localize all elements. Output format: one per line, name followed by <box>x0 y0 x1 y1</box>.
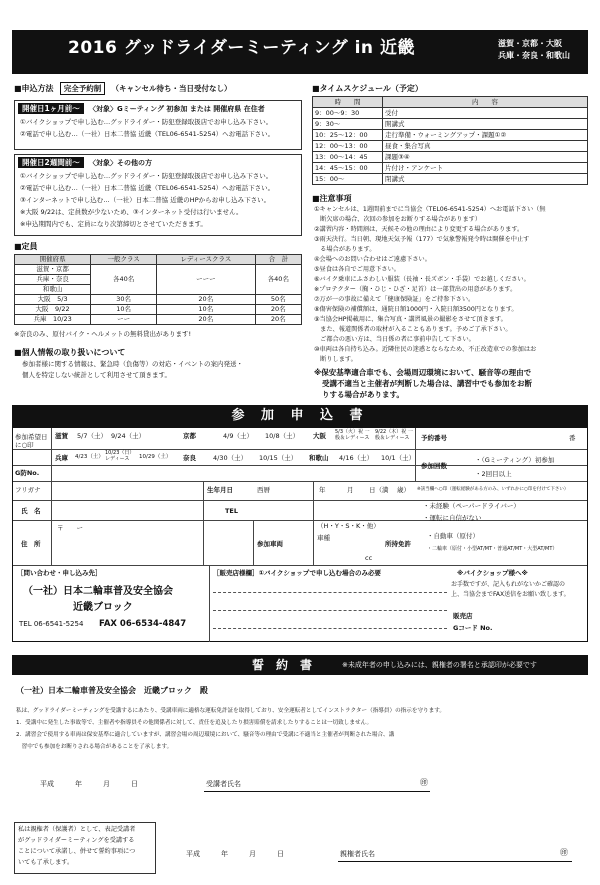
capacity-cell: ーーー <box>156 265 255 295</box>
form-title: 参 加 申 込 書 <box>12 405 588 427</box>
schedule-item: 閉講式 <box>383 174 588 185</box>
capacity-col: 一般クラス <box>91 255 157 265</box>
guardian-date[interactable]: 平成 年 月 日 <box>186 850 284 858</box>
capacity-col: 合 計 <box>255 255 301 265</box>
note-item: ⑩車両は各自持ち込み。近隣住民の迷惑とならなため、不正改造車での参加はお <box>314 346 537 353</box>
schedule-col: 時 間 <box>313 97 383 108</box>
schedule-time: 9：30〜 <box>313 119 383 130</box>
pledge-title: 誓 約 書 <box>252 658 313 672</box>
notes-heading: ■注意事項 <box>312 194 352 203</box>
capacity-cell: 兵庫・奈良 <box>15 275 91 285</box>
venue-kyoto: 京都 <box>183 432 196 440</box>
note-item: ④会場へのお問い合わせはご遠慮下さい。 <box>314 256 431 263</box>
capacity-cell: 10名 <box>156 305 255 315</box>
vehicle-maker[interactable]: （H・Y・S・K・他） <box>317 522 380 530</box>
schedule-item: 開講式 <box>383 119 588 130</box>
schedule-time: 15：00〜 <box>313 174 383 185</box>
license-option[interactable]: ・自動車（原付） <box>427 532 479 540</box>
postal-code[interactable]: 〒 ー <box>57 524 83 532</box>
date-option[interactable]: 4/9（土） <box>223 432 253 440</box>
regions-line-2: 兵庫・奈良・和歌山 <box>498 50 570 60</box>
date-option[interactable]: 10/23（日） レディース <box>105 450 135 463</box>
month1-item: ①バイクショップで申し込む…グッドライダー・防犯登録取扱店でお申し込み下さい。 <box>20 118 273 126</box>
capacity-cell: 各40名 <box>255 265 301 295</box>
apply-method <box>14 84 232 94</box>
region-list <box>498 38 570 61</box>
date-option[interactable]: 4/30（土） <box>213 454 248 462</box>
contact-heading: ［問い合わせ・申し込み先］ <box>17 569 102 577</box>
apply-note: （キャンセル待ち・当日受付なし） <box>111 84 232 93</box>
capacity-col: 開催府県 <box>15 255 91 265</box>
month2-item: ①バイクショップで申し込む…グッドライダー・防犯登録取扱店でお申し込み下さい。 <box>20 172 273 180</box>
venue-wakayama: 和歌山 <box>309 454 329 462</box>
date-option[interactable]: 4/16（土） <box>339 454 374 462</box>
capacity-heading: ■定員 <box>14 242 38 251</box>
schedule-item: 受付 <box>383 108 588 119</box>
capacity-cell: 20名 <box>156 315 255 325</box>
capacity-cell: 大阪 9/22 <box>15 305 91 315</box>
note-item: ②講習内容・時間割は、天候その他の理由により変更する場合があります。 <box>314 226 524 233</box>
note-item: ⑦万が一の事故に備えて「健康保険証」をご持参下さい。 <box>314 296 475 303</box>
vehicle-model[interactable]: 車種 <box>317 534 330 542</box>
date-option[interactable]: 9/24（土） <box>111 432 146 440</box>
date-option[interactable]: 5/3（火）祝 一般＆レディース <box>335 429 370 442</box>
capacity-cell: 和歌山 <box>15 285 91 295</box>
capacity-cell: 滋賀・京都 <box>15 265 91 275</box>
privacy-text: 個人を特定しない統計として利用させて頂きます。 <box>22 371 171 379</box>
contact-fax: FAX 06-6534-4847 <box>99 619 187 629</box>
guardian-text: がグッドライダーミーティングを受講する <box>18 837 135 844</box>
dob-day: 日（満 <box>369 486 389 494</box>
experience-note: ※該当欄へ○印（運転経験がある方のみ、いずれかに○印を付けて下さい） <box>417 487 569 492</box>
capacity-table <box>14 254 302 325</box>
dob-era: 西暦 <box>257 486 270 494</box>
experience-option[interactable]: ・未経験（ペーパードライバー） <box>423 502 520 510</box>
schedule-time: 10：25〜12：00 <box>313 130 383 141</box>
hope-label: 参加希望日に○印 <box>15 433 48 449</box>
schedule-time: 12：00〜13：00 <box>313 141 383 152</box>
month1-head <box>18 104 265 114</box>
student-seal: ㊞ <box>420 778 428 787</box>
application-form <box>12 427 588 642</box>
shop-heading: ［販売店様欄］①バイクショップで申し込む場合のみ必要 <box>213 569 381 577</box>
guardian-text: 私は親権者（保護者）として、表記受講者 <box>18 826 136 833</box>
student-name-label: 受講者氏名 <box>206 780 241 788</box>
schedule-item: 課題③④ <box>383 152 588 163</box>
pledge-body: 私は、グッドライダーミーティングを受講するにあたり、受講車両に適格な運転免許証を取得しており、安全運転者としてインストラクター（指導員）の指示を守ります。 <box>16 708 445 714</box>
title-banner <box>12 30 588 74</box>
date-option[interactable]: 4/23（土） <box>75 454 104 460</box>
note-item: ⑥バイク乗車にふさわしい服装（長袖・長ズボン・手袋）でお越しください。 <box>314 276 530 283</box>
guardian-text: いても了承します。 <box>18 859 74 866</box>
shop-note: ※バイクショップ様へ※ <box>457 569 528 577</box>
capacity-cell: 30名 <box>91 295 157 305</box>
schedule-item: 走行準備・ウォーミングアップ・課題①② <box>383 130 588 141</box>
month1-tag: 開催日1ヶ月前〜 <box>18 103 84 114</box>
schedule-col: 内 容 <box>383 97 588 108</box>
date-option[interactable]: 10/8（土） <box>265 432 300 440</box>
pledge-addressee: （一社）日本二輪車普及安全協会 近畿ブロック 殿 <box>16 686 208 695</box>
date-option[interactable]: 9/22（木）祝 一般＆レディース <box>375 429 413 442</box>
note-item: 断りします。 <box>314 356 357 363</box>
month2-item: ※申込期間内でも、定員になり次第締切とさせていただきます。 <box>20 220 207 228</box>
license-label: 所持免許 <box>385 540 411 548</box>
guardian-signature-line[interactable] <box>338 861 572 862</box>
privacy-text: 参加者様に関する情報は、緊急時（負傷等）の対応・イベントの案内発送・ <box>22 360 243 368</box>
count-label: 参加回数 <box>421 462 447 470</box>
month2-tag: 開催日2週間前〜 <box>18 157 84 168</box>
student-date[interactable]: 平成 年 月 日 <box>40 780 138 788</box>
dob-month: 月 <box>347 486 354 494</box>
shop-note: 上、当協会までFAX送信をお願い致します。 <box>451 591 570 598</box>
notes-warning: りする場合があります。 <box>322 390 404 399</box>
date-option[interactable]: 5/7（土） <box>77 432 107 440</box>
venue-nara: 奈良 <box>183 454 196 462</box>
venue-hyogo: 兵庫 <box>55 454 68 462</box>
schedule-item: 昼食・集合写真 <box>383 141 588 152</box>
capacity-cell: 各40名 <box>91 265 157 295</box>
schedule-time: 14：45〜15：00 <box>313 163 383 174</box>
pledge-note: ※未成年者の申し込みには、親権者の署名と承認印が必要です <box>342 661 537 669</box>
capacity-note: ※奈良のみ、原付バイク・ヘルメットの無料貸出があります! <box>14 330 192 338</box>
shop-gcode-label: Gコード No. <box>453 624 493 632</box>
venue-shiga: 滋賀 <box>55 432 68 440</box>
note-item: ※プロテクター（胸・ひじ・ひざ・足首）は一部貸出の用意があります。 <box>314 286 517 293</box>
pledge-bar <box>12 655 588 675</box>
date-option[interactable]: 10/1（土） <box>381 454 416 462</box>
contact-branch: 近畿ブロック <box>73 602 133 613</box>
name-label: 氏 名 <box>21 507 41 515</box>
capacity-cell: ーー <box>91 315 157 325</box>
apply-heading: ■申込方法 <box>14 84 54 93</box>
shop-label: 販売店 <box>453 612 473 620</box>
venue-osaka: 大阪 <box>313 432 326 440</box>
capacity-cell: 50名 <box>255 295 301 305</box>
note-item: ⑤昼食は各自でご用意下さい。 <box>314 266 400 273</box>
furigana-label: フリガナ <box>15 486 41 494</box>
month2-head <box>18 158 152 168</box>
dob-age: 歳） <box>397 486 410 494</box>
month1-target: 〈対象〉Gミーティング 初参加 または 開催府県 在住者 <box>88 105 265 113</box>
date-option[interactable]: 10/29（土） <box>139 454 172 460</box>
tel-label: TEL <box>225 507 239 515</box>
page-title: 2016 グッドライダーミーティング in 近畿 <box>68 38 415 58</box>
schedule-heading: ■タイムスケジュール（予定） <box>312 84 423 93</box>
vehicle-cc[interactable]: cc <box>365 554 373 562</box>
apply-mode: 完全予約制 <box>60 82 106 95</box>
pledge-body: 習中でも参加をお断りされる場合があることを了承します。 <box>16 744 173 750</box>
guardian-name-label: 親権者氏名 <box>340 850 375 858</box>
student-signature-line[interactable] <box>204 791 430 792</box>
regions-line-1: 滋賀・京都・大阪 <box>498 39 562 48</box>
capacity-cell: 大阪 5/3 <box>15 295 91 305</box>
note-item: また、報道関係者の取材が入ることもあります。予めご了承下さい。 <box>314 326 512 333</box>
g-number-label: G防No. <box>15 469 40 477</box>
schedule-time: 13：00〜14：45 <box>313 152 383 163</box>
schedule-table <box>312 96 588 185</box>
month2-item: ※大阪 9/22は、定員数が少ないため、③インターネット受付は行いません。 <box>20 208 243 216</box>
contact-org: （一社）日本二輪車普及安全協会 <box>23 586 173 597</box>
note-item: ご都合の悪い方は、当日係の者に事前申告して下さい。 <box>314 336 475 343</box>
note-item: ③雨天決行。当日朝、現地天気予報（177）で気象警報発令時は開催を中止す <box>314 236 530 243</box>
pledge-body: 2．講習会で使用する車両は保安基準に適合していますが、講習会場の周辺環境において、騒音等の理由で受講に不適当と主催者が判断された場合、講 <box>16 732 395 738</box>
note-item: 断欠席の場合、次回の参加をお断りする場合があります） <box>314 216 482 223</box>
month2-item: ②電話で申し込む…（一社）日本二普協 近畿（TEL06-6541-5254）へお電話下さい。 <box>20 184 275 192</box>
month2-item: ③インターネットで申し込む…（一社）日本二普協 近畿のHPからお申し込み下さい。 <box>20 196 271 204</box>
date-option[interactable]: 10/15（土） <box>259 454 298 462</box>
count-repeat-option[interactable]: ・2回目以上 <box>475 470 512 478</box>
capacity-cell: 20名 <box>255 305 301 315</box>
booking-number-suffix: 番 <box>569 434 576 442</box>
notes-warning: 受講不適当と主催者が判断した場合は、講習中でも参加をお断 <box>322 379 532 388</box>
schedule-item: 片付け・アンケート <box>383 163 588 174</box>
dob-year: 年 <box>319 486 326 494</box>
privacy-heading: ■個人情報の取り扱いについて <box>14 348 126 357</box>
capacity-cell: 20名 <box>255 315 301 325</box>
experience-option[interactable]: ・運転に自信がない <box>423 514 482 522</box>
note-item: ⑨当協会HP掲載用に、集合写真・講習風景の撮影をさせて頂きます。 <box>314 316 507 323</box>
capacity-cell: 兵庫 10/23 <box>15 315 91 325</box>
license-option[interactable]: ・二輪車（原付・小型AT/MT・普通AT/MT・大型AT/MT） <box>427 546 558 552</box>
note-item: る場合があります。 <box>314 246 376 253</box>
vehicle-label: 参加車両 <box>257 540 283 548</box>
address-label: 住 所 <box>21 540 41 548</box>
count-first-option[interactable]: ・（Gミーティング）初参加 <box>475 456 555 464</box>
capacity-cell: 10名 <box>91 305 157 315</box>
month1-item: ②電話で申し込む…（一社）日本二普協 近畿（TEL06-6541-5254）へお電話下さい。 <box>20 130 275 138</box>
contact-tel: TEL 06-6541-5254 <box>19 620 84 628</box>
guardian-text: ことについて承諾し、併せて誓約事項につ <box>18 848 136 855</box>
schedule-time: 9：00〜9：30 <box>313 108 383 119</box>
booking-number-label: 予約番号 <box>421 434 447 442</box>
pledge-body: 1．受講中に発生した事故等で、主催者や指導員その他関係者に対して、責任を追及したり損害賠償を請求したりすることは一切致しません。 <box>16 720 373 726</box>
capacity-cell: 20名 <box>156 295 255 305</box>
capacity-col: レディースクラス <box>156 255 255 265</box>
shop-note: お手数ですが、記入もれがないかご確認の <box>451 581 566 588</box>
month2-target: 〈対象〉その他の方 <box>88 159 152 167</box>
dob-label: 生年月日 <box>207 486 233 494</box>
notes-warning: ※保安基準適合車でも、会場周辺環境において、騒音等の理由で <box>314 368 532 377</box>
note-item: ①キャンセルは、1週間前までに当協会（TEL06-6541-5254）へお電話下さい（無 <box>314 206 546 213</box>
note-item: ⑧傷害保険の補償額は、通院日額1000円・入院日額3500円となります。 <box>314 306 518 313</box>
guardian-seal: ㊞ <box>560 848 568 857</box>
